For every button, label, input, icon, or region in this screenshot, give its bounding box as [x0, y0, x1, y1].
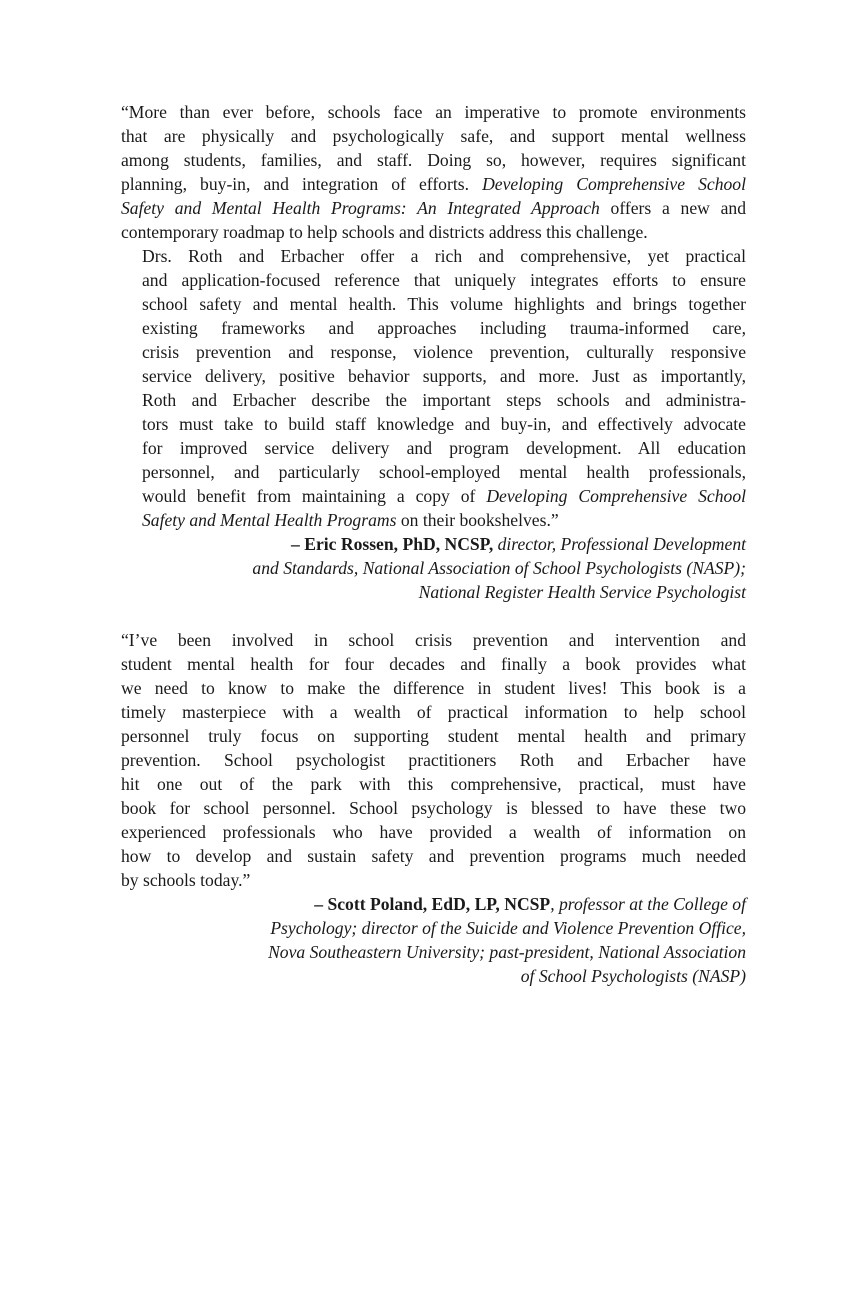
- text-line: [121, 580, 746, 604]
- text-segment: prevention. School psychologist practitioners Roth and Erbacher have: [121, 750, 746, 770]
- text-line: [121, 460, 746, 484]
- text-line: [121, 196, 746, 220]
- text-line: [121, 700, 746, 724]
- text-segment: school safety and mental health. This volume highlights and brings together: [142, 294, 746, 314]
- text-segment: offers a new and: [599, 198, 747, 218]
- text-segment: Roth and Erbacher describe the important steps schools and administra-: [142, 390, 746, 410]
- italic-text: Safety and Mental Health Programs: [142, 510, 397, 530]
- text-line: [121, 724, 746, 748]
- text-segment: for improved service delivery and program development. All education: [142, 438, 746, 458]
- italic-text: director, Professional Development: [493, 534, 746, 554]
- text-line: [121, 148, 746, 172]
- text-line: [121, 820, 746, 844]
- text-line: [121, 268, 746, 292]
- text-segment: among students, families, and staff. Doing so, however, requires significant: [121, 150, 746, 170]
- text-line: [121, 340, 746, 364]
- text-line: [121, 508, 746, 532]
- text-segment: how to develop and sustain safety and prevention programs much needed: [121, 846, 746, 866]
- italic-text: , professor at the College of: [550, 894, 746, 914]
- text-segment: planning, buy-in, and integration of efforts.: [121, 174, 483, 194]
- endorsement-paragraph: [121, 100, 746, 244]
- text-segment: “More than ever before, schools face an imperative to promote environments: [121, 102, 746, 122]
- text-line: [121, 292, 746, 316]
- text-line: [121, 676, 746, 700]
- text-segment: would benefit from maintaining a copy of: [142, 486, 487, 506]
- text-line: [121, 916, 746, 940]
- italic-text: and Standards, National Association of School Psychologists (NASP);: [252, 558, 746, 578]
- italic-text: Developing Comprehensive School: [482, 174, 746, 194]
- italic-text: Psychology; director of the Suicide and Violence Prevention Office,: [270, 918, 746, 938]
- endorsement-paragraph: [121, 628, 746, 892]
- text-segment: student mental health for four decades and finally a book provides what: [121, 654, 746, 674]
- text-line: [121, 124, 746, 148]
- italic-text: Nova Southeastern University; past-president, National Association: [268, 942, 746, 962]
- text-line: [121, 964, 746, 988]
- text-segment: contemporary roadmap to help schools and districts address this challenge.: [121, 222, 648, 242]
- author-name: – Eric Rossen, PhD, NCSP,: [291, 534, 494, 554]
- text-segment: and application-focused reference that uniquely integrates efforts to ensure: [142, 270, 746, 290]
- endorsement-attribution: [121, 532, 746, 604]
- text-segment: Drs. Roth and Erbacher offer a rich and comprehensive, yet practical: [142, 246, 746, 266]
- text-segment: by schools today.”: [121, 870, 251, 890]
- text-line: [121, 844, 746, 868]
- text-line: [121, 484, 746, 508]
- text-line: [121, 868, 746, 892]
- text-segment: timely masterpiece with a wealth of practical information to help school: [121, 702, 746, 722]
- endorsements-page: [121, 100, 746, 988]
- text-line: [121, 412, 746, 436]
- text-line: [121, 772, 746, 796]
- endorsement-rossen: [121, 100, 746, 604]
- text-segment: that are physically and psychologically safe, and support mental wellness: [121, 126, 746, 146]
- text-segment: tors must take to build staff knowledge and buy-in, and effectively advocate: [142, 414, 746, 434]
- endorsement-attribution: [121, 892, 746, 988]
- text-line: [121, 748, 746, 772]
- text-line: [121, 172, 746, 196]
- text-line: [121, 388, 746, 412]
- text-line: [121, 628, 746, 652]
- text-line: [121, 364, 746, 388]
- text-segment: book for school personnel. School psychology is blessed to have these two: [121, 798, 746, 818]
- text-segment: service delivery, positive behavior supports, and more. Just as importantly,: [142, 366, 746, 386]
- italic-text: National Register Health Service Psychologist: [418, 582, 746, 602]
- italic-text: Developing Comprehensive School: [486, 486, 747, 506]
- text-line: [121, 940, 746, 964]
- text-line: [121, 796, 746, 820]
- text-line: [121, 436, 746, 460]
- text-line: [121, 244, 746, 268]
- text-segment: we need to know to make the difference in student lives! This book is a: [121, 678, 746, 698]
- text-line: [121, 532, 746, 556]
- text-line: [121, 316, 746, 340]
- text-line: [121, 100, 746, 124]
- text-line: [121, 892, 746, 916]
- text-segment: personnel truly focus on supporting student mental health and primary: [121, 726, 746, 746]
- text-segment: on their bookshelves.”: [396, 510, 559, 530]
- italic-text: Safety and Mental Health Programs: An Integrated Approach: [121, 198, 600, 218]
- text-segment: hit one out of the park with this comprehensive, practical, must have: [121, 774, 746, 794]
- endorsement-poland: [121, 628, 746, 988]
- text-line: [121, 556, 746, 580]
- author-name: – Scott Poland, EdD, LP, NCSP: [314, 894, 551, 914]
- text-line: [121, 652, 746, 676]
- text-segment: personnel, and particularly school-employed mental health professionals,: [142, 462, 746, 482]
- section-gap: [121, 604, 746, 628]
- italic-text: of School Psychologists (NASP): [520, 966, 746, 986]
- text-segment: crisis prevention and response, violence prevention, culturally responsive: [142, 342, 746, 362]
- text-segment: experienced professionals who have provided a wealth of information on: [121, 822, 746, 842]
- text-segment: “I’ve been involved in school crisis prevention and intervention and: [121, 630, 746, 650]
- text-segment: existing frameworks and approaches including trauma-informed care,: [142, 318, 746, 338]
- endorsement-paragraph: [121, 244, 746, 532]
- text-line: [121, 220, 746, 244]
